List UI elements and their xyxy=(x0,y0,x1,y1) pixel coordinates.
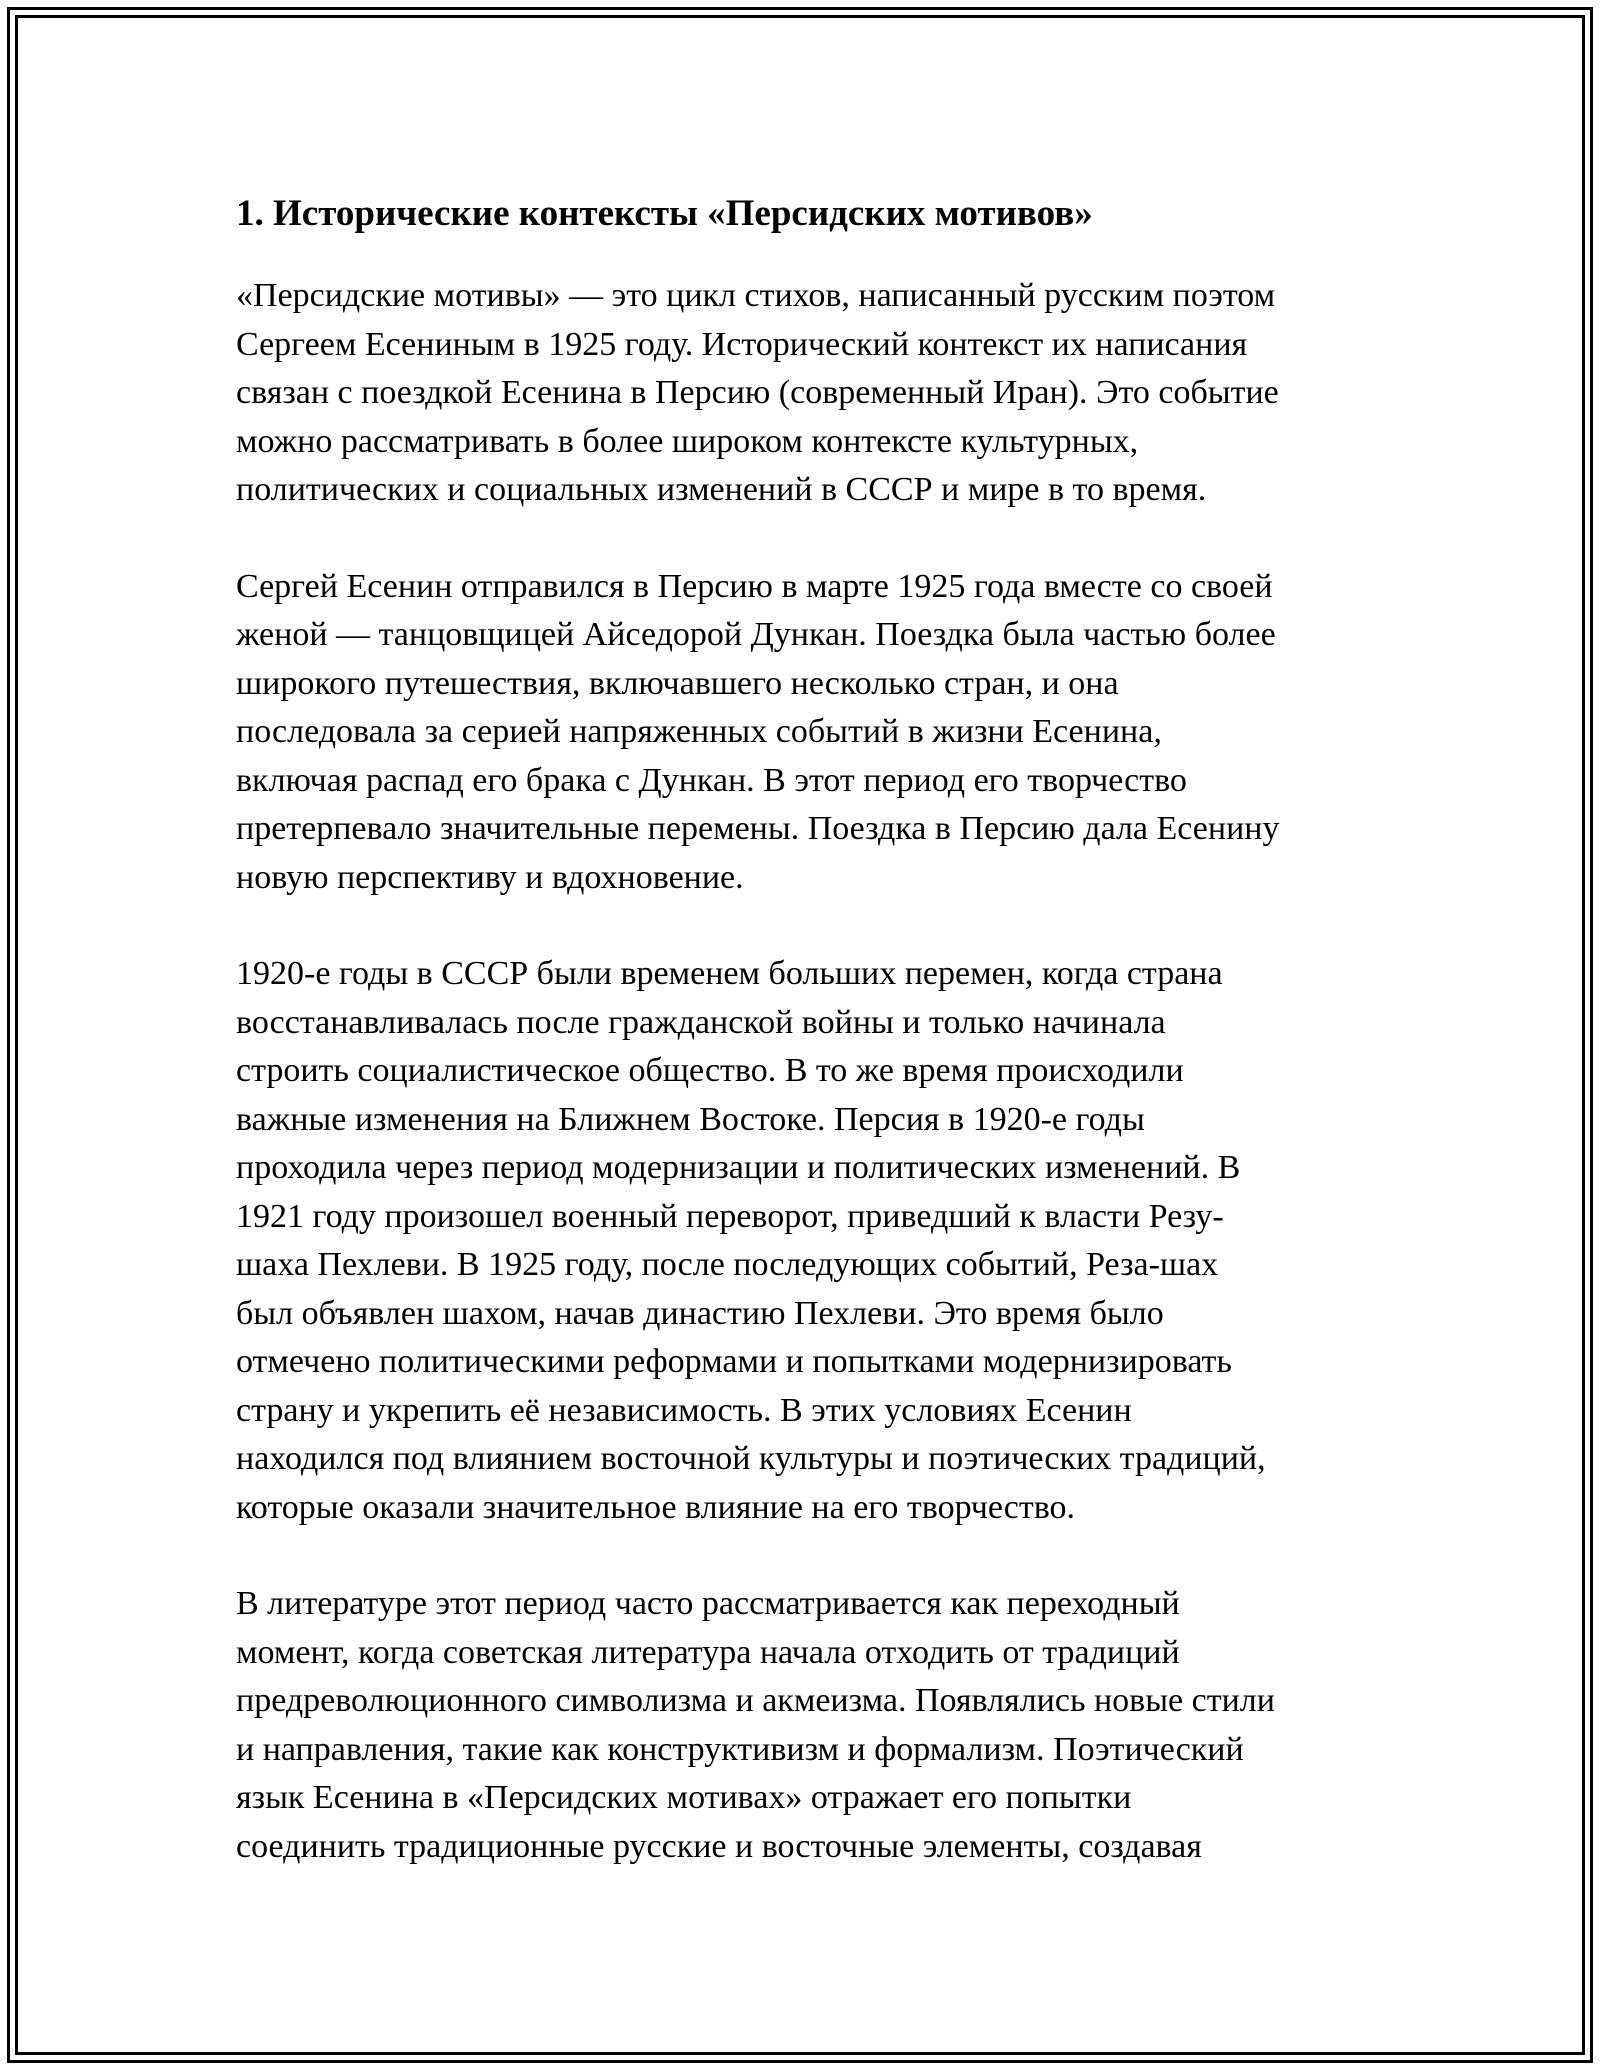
text-line: широкого путешествия, включавшего несколько стран, и она xyxy=(236,664,1119,702)
text-line: которые оказали значительное влияние на его творчество. xyxy=(236,1488,1076,1526)
paragraph-2 xyxy=(236,563,1366,903)
text-line: страну и укрепить её независимость. В этих условиях Есенин xyxy=(236,1391,1132,1429)
section-heading: 1. Исторические контексты «Персидских мотивов» xyxy=(236,193,1093,234)
paragraph-1 xyxy=(236,272,1366,515)
text-line: связан с поездкой Есенина в Персию (современный Иран). Это событие xyxy=(236,374,1279,411)
paragraph-4 xyxy=(236,1580,1366,1871)
text-line: соединить традиционные русские и восточные элементы, создавая xyxy=(236,1827,1202,1865)
text-line: последовала за серией напряженных событий в жизни Есенина, xyxy=(236,713,1162,750)
text-line: претерпевало значительные перемены. Поездка в Персию дала Есенину xyxy=(236,810,1280,847)
document-content xyxy=(236,186,1366,1919)
text-line: отмечено политическими реформами и попытками модернизировать xyxy=(236,1343,1232,1380)
text-line: 1921 году произошел военный переворот, приведший к власти Резу- xyxy=(236,1197,1224,1235)
text-line: важные изменения на Ближнем Востоке. Персия в 1920-е годы xyxy=(236,1100,1145,1138)
text-line: шаха Пехлеви. В 1925 году, после последующих событий, Реза-шах xyxy=(236,1246,1219,1283)
text-line: восстанавливалась после гражданской войны и только начинала xyxy=(236,1003,1166,1041)
text-line: был объявлен шахом, начав династию Пехлеви. Это время было xyxy=(236,1294,1164,1332)
paragraph-3 xyxy=(236,950,1366,1532)
text-line: политических и социальных изменений в СССР и мире в то время. xyxy=(236,471,1207,508)
text-line: новую перспективу и вдохновение. xyxy=(236,858,744,896)
text-line: момент, когда советская литература начала отходить от традиций xyxy=(236,1633,1180,1671)
text-line: женой — танцовщицей Айседорой Дункан. Поездка была частью более xyxy=(236,616,1276,653)
text-line: и направления, такие как конструктивизм и формализм. Поэтический xyxy=(236,1730,1244,1768)
text-line: Сергеем Есениным в 1925 году. Исторический контекст их написания xyxy=(236,325,1248,363)
text-line: В литературе этот период часто рассматривается как переходный xyxy=(236,1585,1180,1622)
text-line: можно рассматривать в более широком контексте культурных, xyxy=(236,422,1139,460)
text-line: язык Есенина в «Персидских мотивах» отражает его попытки xyxy=(236,1779,1132,1816)
text-line: находился под влиянием восточной культуры и поэтических традиций, xyxy=(236,1440,1266,1477)
text-line: 1920-е годы в СССР были временем больших перемен, когда страна xyxy=(236,955,1223,992)
text-line: проходила через период модернизации и политических изменений. В xyxy=(236,1149,1241,1186)
text-line: строить социалистическое общество. В то же время происходили xyxy=(236,1052,1184,1089)
text-line: Сергей Есенин отправился в Персию в марте 1925 года вместе со своей xyxy=(236,567,1273,605)
text-line: «Персидские мотивы» — это цикл стихов, написанный русским поэтом xyxy=(236,277,1276,314)
text-line: предреволюционного символизма и акмеизма. Появлялись новые стили xyxy=(236,1682,1275,1719)
text-line: включая распад его брака с Дункан. В этот период его творчество xyxy=(236,761,1187,799)
